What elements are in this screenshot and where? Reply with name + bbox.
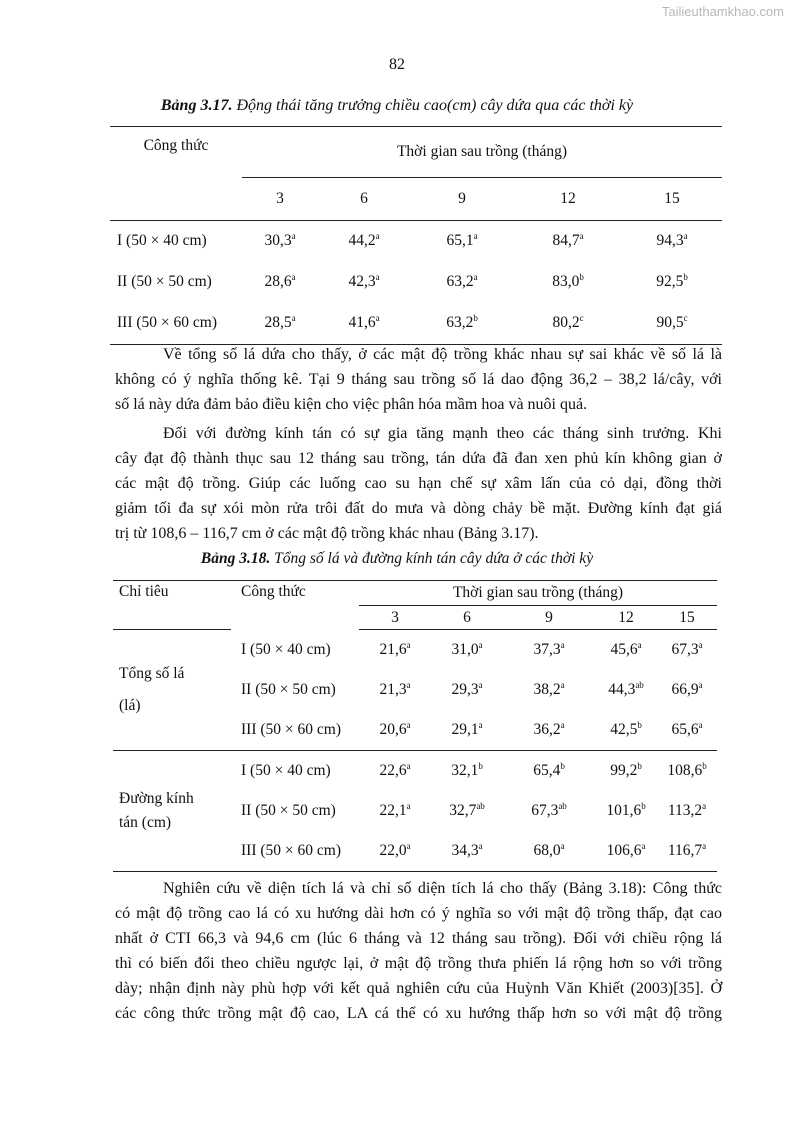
cell-value: 80,2 [552, 314, 580, 331]
significance-letter: a [641, 840, 646, 851]
value-cell [431, 710, 503, 751]
value-cell [514, 262, 622, 303]
value-cell [657, 630, 717, 671]
value-cell [595, 710, 657, 751]
significance-letter: a [702, 800, 707, 811]
significance-letter: ab [476, 800, 485, 811]
significance-letter: a [375, 312, 380, 323]
value-cell [359, 670, 431, 710]
significance-letter: a [560, 679, 565, 690]
value-cell [359, 710, 431, 751]
cell-value: 22,1 [379, 802, 407, 819]
paragraph-canopy-diameter [115, 421, 722, 546]
table2-header-row [113, 581, 717, 606]
column-header-formula: Công thức [110, 127, 242, 178]
cell-value: 65,6 [671, 721, 699, 738]
value-cell [359, 791, 431, 831]
cell-value: 106,6 [606, 842, 642, 859]
significance-letter: a [375, 230, 380, 241]
column-header-time: Thời gian sau trồng (tháng) [242, 127, 722, 178]
cell-value: 63,2 [446, 273, 474, 290]
cell-value: 113,2 [667, 802, 703, 819]
cell-value: 29,1 [451, 721, 479, 738]
cell-value: 63,2 [446, 314, 474, 331]
cell-value: 92,5 [656, 273, 684, 290]
cell-value: 34,3 [451, 842, 479, 859]
value-cell [359, 630, 431, 671]
significance-letter: a [406, 800, 411, 811]
value-cell [595, 630, 657, 671]
table1-caption-label: Bảng 3.17. [160, 97, 233, 114]
value-cell [622, 303, 722, 345]
table2-caption [0, 550, 794, 568]
page-number: 82 [389, 56, 405, 73]
value-cell [431, 831, 503, 872]
cell-value: 101,6 [606, 802, 642, 819]
cell-value: 42,3 [348, 273, 376, 290]
month-header: 6 [431, 606, 503, 630]
value-cell [657, 710, 717, 751]
significance-letter: b [637, 719, 642, 730]
value-cell [503, 791, 595, 831]
significance-letter: a [291, 271, 296, 282]
significance-letter: a [478, 679, 483, 690]
formula-label: I (50 × 40 cm) [117, 232, 207, 249]
table-row [110, 220, 722, 262]
significance-letter: a [560, 719, 565, 730]
value-cell [431, 670, 503, 710]
significance-letter: ab [635, 679, 644, 690]
significance-letter: a [698, 639, 703, 650]
value-cell [595, 791, 657, 831]
table-row [113, 751, 717, 792]
month-header: 15 [622, 177, 722, 220]
formula-label: II (50 × 50 cm) [241, 681, 336, 698]
value-cell [318, 303, 410, 345]
month-header: 12 [595, 606, 657, 630]
significance-letter: a [473, 230, 478, 241]
value-cell [359, 831, 431, 872]
watermark: Tailieuthamkhao.com [661, 4, 784, 19]
value-cell [657, 791, 717, 831]
value-cell [657, 670, 717, 710]
significance-letter: a [560, 840, 565, 851]
indicator-line: (lá) [119, 697, 141, 714]
paragraph-leaf-count [115, 342, 722, 417]
cell-value: 94,3 [656, 232, 684, 249]
indicator-line: tán (cm) [119, 814, 172, 831]
cell-value: 99,2 [610, 762, 638, 779]
value-cell [410, 262, 514, 303]
value-cell [622, 220, 722, 262]
cell-value: 65,1 [446, 232, 474, 249]
indicator-line: Đường kính [119, 790, 194, 807]
indicator-line: Tổng số lá [119, 665, 185, 682]
text-line: nhất ở CTI 66,3 và 94,6 cm (lúc 6 tháng và 12 tháng sau trồng). Đối với chiều rộng lá [115, 930, 722, 947]
text-line: giảm tối đa sự xói mòn rửa trôi đất do mưa và dòng chảy bề mặt. Đường kính đạt giá [115, 500, 722, 517]
value-cell [242, 220, 318, 262]
text-line: số lá này dứa đảm bảo điều kiện cho việc phân hóa mầm hoa và nuôi quả. [115, 396, 588, 413]
significance-letter: a [406, 639, 411, 650]
text-line: thì có biến đổi theo chiều ngược lại, ở mật độ trồng thưa phiến lá rộng hơn so với trồng [115, 955, 722, 972]
cell-value: 21,6 [379, 641, 407, 658]
column-header-time: Thời gian sau trồng (tháng) [359, 581, 717, 606]
value-cell [503, 670, 595, 710]
formula-label: I (50 × 40 cm) [241, 762, 331, 779]
cell-value: 67,3 [671, 641, 699, 658]
value-cell [410, 303, 514, 345]
table1-caption-text: Động thái tăng trưởng chiều cao(cm) cây dứa qua các thời kỳ [232, 97, 634, 114]
text-line: không có ý nghĩa thống kê. Tại 9 tháng sau trồng số lá dao động 36,2 – 38,2 lá/cây, với [115, 371, 722, 388]
indicator-label [113, 630, 231, 751]
table-row [110, 303, 722, 345]
significance-letter: a [478, 840, 483, 851]
value-cell [595, 831, 657, 872]
month-header: 6 [318, 177, 410, 220]
indicator-label [113, 751, 231, 872]
significance-letter: b [702, 760, 707, 771]
cell-value: 116,7 [667, 842, 703, 859]
table1-month-row [110, 177, 722, 220]
cell-value: 44,3 [608, 681, 636, 698]
cell-value: 42,5 [610, 721, 638, 738]
significance-letter: a [473, 271, 478, 282]
value-cell [595, 670, 657, 710]
cell-value: 32,7 [449, 802, 477, 819]
significance-letter: b [473, 312, 478, 323]
significance-letter: b [641, 800, 646, 811]
significance-letter: a [291, 230, 296, 241]
value-cell [431, 630, 503, 671]
formula-label: II (50 × 50 cm) [241, 802, 336, 819]
column-header-indicator: Chỉ tiêu [113, 581, 231, 630]
text-line: Nghiên cứu về diện tích lá và chỉ số diện tích lá cho thấy (Bảng 3.18): Công thức [163, 880, 722, 897]
value-cell [503, 831, 595, 872]
text-line: Về tổng số lá dứa cho thấy, ở các mật độ trồng khác nhau sự sai khác về số lá là [163, 346, 722, 363]
significance-letter: a [406, 679, 411, 690]
text-line: các mật độ trồng. Giúp các luống cao su hạn chế sự xâm lấn của cỏ dại, đồng thời [115, 475, 722, 492]
cell-value: 83,0 [552, 273, 580, 290]
cell-value: 41,6 [348, 314, 376, 331]
cell-value: 30,3 [264, 232, 292, 249]
value-cell [503, 710, 595, 751]
month-header: 3 [242, 177, 318, 220]
significance-letter: a [375, 271, 380, 282]
significance-letter: c [683, 312, 688, 323]
value-cell [503, 630, 595, 671]
significance-letter: ab [558, 800, 567, 811]
significance-letter: a [478, 639, 483, 650]
cell-value: 108,6 [667, 762, 703, 779]
month-header: 12 [514, 177, 622, 220]
significance-letter: a [560, 639, 565, 650]
cell-value: 31,0 [451, 641, 479, 658]
value-cell [657, 751, 717, 792]
significance-letter: a [406, 840, 411, 851]
cell-value: 20,6 [379, 721, 407, 738]
significance-letter: a [291, 312, 296, 323]
cell-value: 38,2 [533, 681, 561, 698]
table1-header-row [110, 127, 722, 178]
table-height-growth [110, 126, 722, 345]
cell-value: 44,2 [348, 232, 376, 249]
month-header: 9 [410, 177, 514, 220]
formula-label: III (50 × 60 cm) [231, 831, 359, 872]
significance-letter: b [579, 271, 584, 282]
column-header-formula: Công thức [231, 581, 359, 630]
significance-letter: a [406, 719, 411, 730]
cell-value: 45,6 [610, 641, 638, 658]
table1-caption [0, 97, 794, 115]
significance-letter: a [683, 230, 688, 241]
value-cell [622, 262, 722, 303]
value-cell [657, 831, 717, 872]
cell-value: 90,5 [656, 314, 684, 331]
value-cell [595, 751, 657, 792]
cell-value: 29,3 [451, 681, 479, 698]
significance-letter: b [683, 271, 688, 282]
cell-value: 22,0 [379, 842, 407, 859]
value-cell [318, 262, 410, 303]
value-cell [242, 262, 318, 303]
cell-value: 68,0 [533, 842, 561, 859]
paragraph-leaf-area [115, 876, 722, 1026]
cell-value: 21,3 [379, 681, 407, 698]
significance-letter: a [579, 230, 584, 241]
table-row [113, 630, 717, 671]
significance-letter: a [702, 840, 707, 851]
cell-value: 32,1 [451, 762, 479, 779]
formula-label: II (50 × 50 cm) [117, 273, 212, 290]
cell-value: 22,6 [379, 762, 407, 779]
cell-value: 28,6 [264, 273, 292, 290]
formula-label: III (50 × 60 cm) [110, 303, 242, 345]
value-cell [514, 220, 622, 262]
table-leaf-count-canopy [113, 580, 717, 872]
significance-letter: c [579, 312, 584, 323]
value-cell [410, 220, 514, 262]
significance-letter: b [478, 760, 483, 771]
month-header: 15 [657, 606, 717, 630]
table2-caption-label: Bảng 3.18. [200, 550, 271, 567]
cell-value: 67,3 [531, 802, 559, 819]
value-cell [359, 751, 431, 792]
text-line: dày; nhận định này phù hợp với kết quả nghiên cứu của Huỳnh Văn Khiết (2003)[35]. Ở [115, 980, 722, 997]
text-line: có mật độ trồng cao lá có xu hướng dài hơn có ý nghĩa so với mật độ trồng thấp, đạt cao [115, 905, 722, 922]
significance-letter: b [637, 760, 642, 771]
text-line: trị từ 108,6 – 116,7 cm ở các mật độ trồng khác nhau (Bảng 3.17). [115, 525, 539, 542]
cell-value: 65,4 [533, 762, 561, 779]
value-cell [242, 303, 318, 345]
value-cell [431, 751, 503, 792]
value-cell [318, 220, 410, 262]
value-cell [503, 751, 595, 792]
text-line: cây đạt độ thành thục sau 12 tháng sau trồng, tán dứa đã đan xen phủ kín không gian ở [115, 450, 722, 467]
month-header: 3 [359, 606, 431, 630]
cell-value: 84,7 [552, 232, 580, 249]
cell-value: 66,9 [671, 681, 699, 698]
table2-caption-text: Tổng số lá và đường kính tán cây dứa ở các thời kỳ [270, 550, 594, 567]
value-cell [514, 303, 622, 345]
significance-letter: b [560, 760, 565, 771]
month-header: 9 [503, 606, 595, 630]
value-cell [431, 791, 503, 831]
significance-letter: a [698, 679, 703, 690]
formula-label: III (50 × 60 cm) [231, 710, 359, 751]
cell-value: 28,5 [264, 314, 292, 331]
text-line: các công thức trồng mật độ cao, LA cá thể có xu hướng thấp hơn so với mật độ trồng [115, 1005, 722, 1022]
significance-letter: a [698, 719, 703, 730]
formula-label: I (50 × 40 cm) [241, 640, 331, 658]
text-line: Đối với đường kính tán có sự gia tăng mạnh theo các tháng sinh trưởng. Khi [163, 425, 722, 442]
empty-cell [110, 177, 242, 220]
cell-value: 36,2 [533, 721, 561, 738]
significance-letter: a [637, 639, 642, 650]
table-row [110, 262, 722, 303]
cell-value: 37,3 [533, 641, 561, 658]
significance-letter: a [406, 760, 411, 771]
significance-letter: a [478, 719, 483, 730]
